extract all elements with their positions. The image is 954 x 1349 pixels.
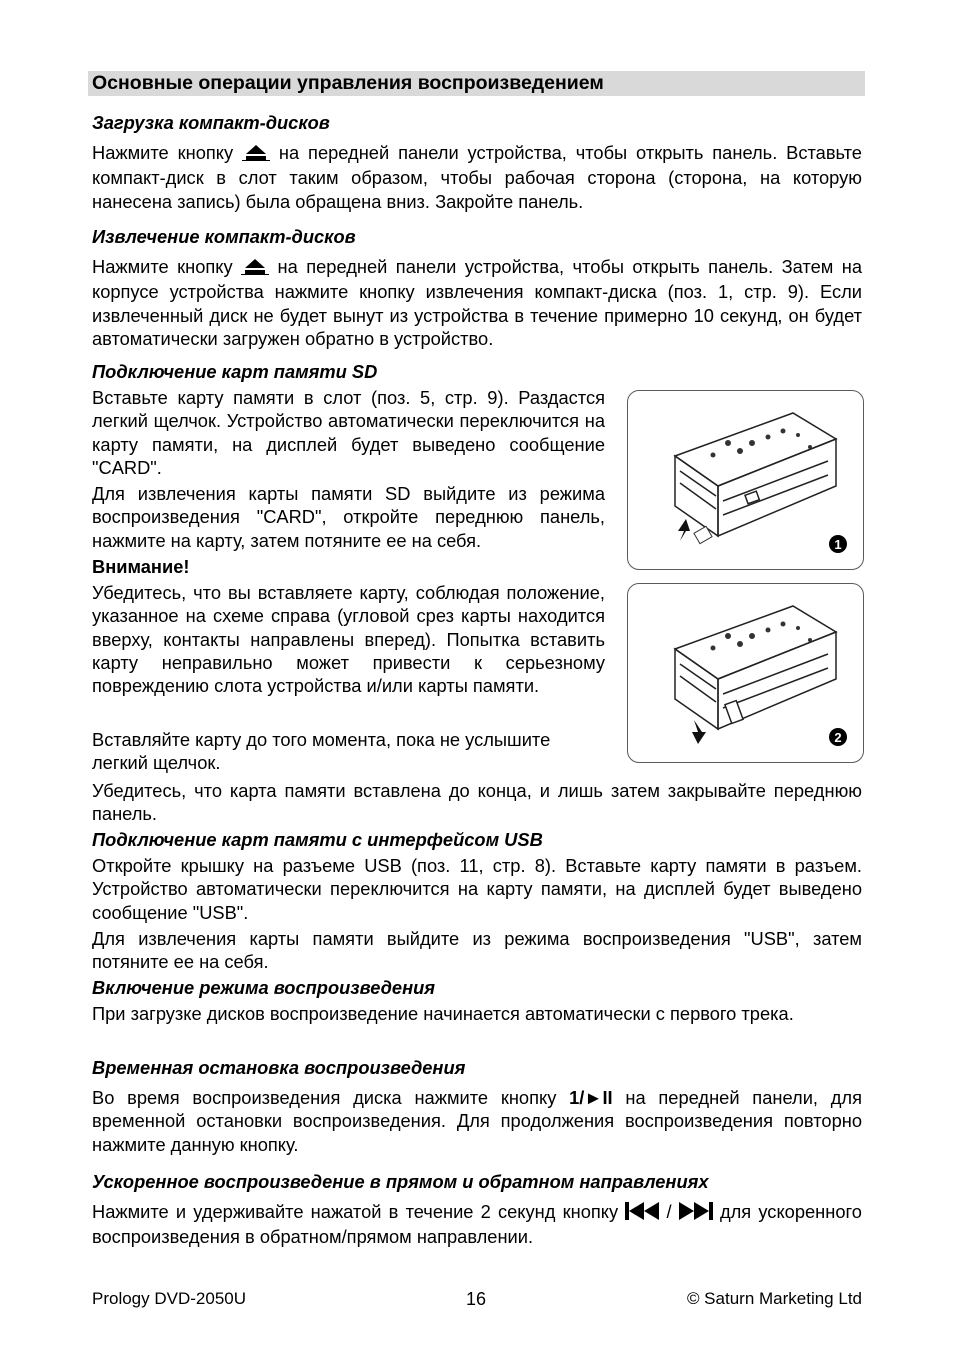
sd-insert-figure-1 <box>627 390 864 570</box>
sd-paragraph-1: Вставьте карту памяти в слот (поз. 5, стр. 9). Раздастся легкий щелчок. Устройство автоматически переключится на карту памяти, на дисплей будет выведено сообщение "CARD". <box>92 387 605 478</box>
fast-paragraph <box>92 1200 862 1249</box>
section-header <box>88 71 865 96</box>
sd-heading: Подключение карт памяти SD <box>92 361 378 382</box>
play-pause-button-label: 1/►II <box>569 1087 613 1108</box>
section-title: Основные операции управления воспроизведением <box>92 72 604 94</box>
fast-text-before: Нажмите и удерживайте нажатой в течение 2 секунд кнопку <box>92 1201 619 1222</box>
play-heading: Включение режима воспроизведения <box>92 977 436 998</box>
eject-paragraph <box>92 255 862 350</box>
load-paragraph <box>92 141 862 213</box>
eject-icon <box>241 257 269 280</box>
pause-paragraph <box>92 1086 862 1156</box>
warning-heading: Внимание! <box>92 556 190 577</box>
footer-copyright: © Saturn Marketing Ltd <box>686 1289 862 1308</box>
skip-forward-icon <box>679 1202 713 1225</box>
footer-model: Prology DVD-2050U <box>92 1289 247 1308</box>
load-text-after: на передней панели устройства, чтобы открыть панель. Вставьте компакт-диск в слот таким образом, чтобы рабочая сторона (сторона, на которую нанесена запись) была обращена вниз. Закройте панель. <box>92 142 862 212</box>
load-heading: Загрузка компакт-дисков <box>92 112 330 133</box>
footer-page-number: 16 <box>466 1289 487 1309</box>
pause-text-before: Во время воспроизведения диска нажмите кнопку <box>92 1087 557 1108</box>
load-text-before: Нажмите кнопку <box>92 142 234 163</box>
svg-text:2: 2 <box>834 730 842 745</box>
car-stereo-drawing <box>628 391 865 571</box>
sd-paragraph-2: Для извлечения карты памяти SD выйдите из режима воспроизведения "CARD", откройте переднюю панель, нажмите на карту, затем потяните ее на себя. <box>92 483 605 551</box>
usb-paragraph-2: Для извлечения карты памяти выйдите из режима воспроизведения "USB", затем потяните ее на себя. <box>92 928 862 973</box>
fast-text-after: для ускоренного воспроизведения в обратном/прямом направлении. <box>92 1201 862 1248</box>
pause-text-after: на передней панели, для временной остановки воспроизведения. Для продолжения воспроизведения повторно нажмите данную кнопку. <box>92 1087 862 1155</box>
eject-heading: Извлечение компакт-дисков <box>92 226 356 247</box>
eject-text-after: на передней панели устройства, чтобы открыть панель. Затем на корпусе устройства нажмите кнопку извлечения компакт-диска (поз. 1, стр. 9). Если извлеченный диск не будет вынут из устройства в течение примерно 10 секунд, он будет автоматически загружен обратно в устройство. <box>92 256 862 349</box>
svg-text:1: 1 <box>834 537 842 552</box>
usb-paragraph-1: Откройте крышку на разъеме USB (поз. 11, стр. 8). Вставьте карту памяти в разъем. Устройство автоматически переключится на карту памяти, на дисплей будет выведено сообщение "USB". <box>92 855 862 923</box>
eject-text-before: Нажмите кнопку <box>92 256 233 277</box>
pause-heading: Временная остановка воспроизведения <box>92 1057 466 1078</box>
car-stereo-drawing <box>628 584 865 764</box>
play-paragraph: При загрузке дисков воспроизведение начинается автоматически с первого трека. <box>92 1003 794 1024</box>
usb-heading: Подключение карт памяти с интерфейсом USB <box>92 829 543 850</box>
skip-back-icon <box>625 1202 659 1225</box>
eject-icon <box>242 143 270 166</box>
fast-heading: Ускоренное воспроизведение в прямом и обратном направлениях <box>92 1171 709 1192</box>
sd-insert-figure-2 <box>627 583 864 763</box>
fast-separator: / <box>666 1201 672 1222</box>
sd-paragraph-3: Убедитесь, что вы вставляете карту, соблюдая положение, указанное на схеме справа (угловой срез карты находится вверху, контакты направлены вперед). Попытка вставить карту неправильно может привести к серьезному повреждению слота устройства и/или карты памяти. <box>92 582 605 697</box>
sd-paragraph-5: Убедитесь, что карта памяти вставлена до конца, и лишь затем закрывайте переднюю панель. <box>92 780 862 825</box>
sd-paragraph-4: Вставляйте карту до того момента, пока не услышите легкий щелчок. <box>92 729 551 774</box>
